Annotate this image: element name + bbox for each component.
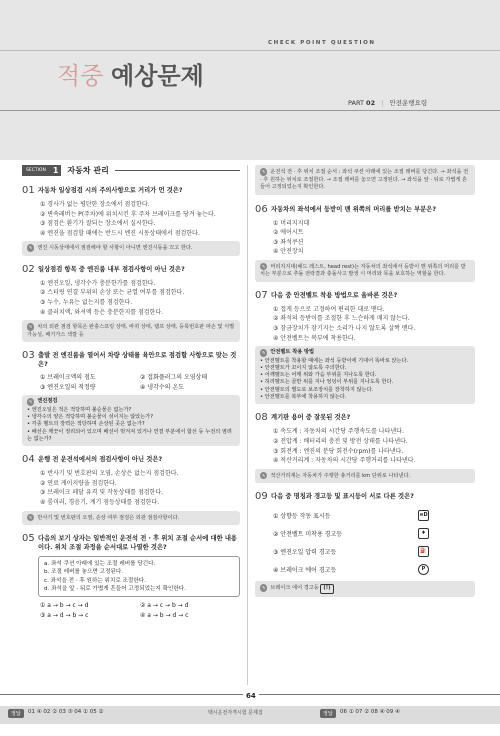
header-rule bbox=[0, 50, 500, 51]
list-item: • 냉각수의 양은 적당하며 불순물이 섞이지는 않았는가? bbox=[27, 414, 153, 421]
hint-icon: ✎ bbox=[262, 263, 266, 269]
option-label: ② 안전벨트 미착용 경고등 bbox=[273, 530, 343, 538]
list-item: • 안전벨트를 착용할 때에는 좌석 등받이에 기대어 똑바로 앉는다. bbox=[260, 357, 409, 364]
option[interactable]: ① 경사가 없는 평탄한 장소에서 점검한다. bbox=[40, 201, 150, 208]
hint-icon: ✎ bbox=[262, 585, 266, 591]
part-title: 안전운행요령 bbox=[389, 99, 428, 107]
hint-icon: ✎ bbox=[262, 350, 266, 356]
option[interactable]: ② 변속레버는 P(주차)에 위치시킨 후 주차 브레이크를 당겨 놓는다. bbox=[40, 210, 216, 218]
question-text: 일상점검 항목 중 엔진룸 내부 점검사항이 아닌 것은? bbox=[38, 265, 185, 273]
hint-icon: ✎ bbox=[262, 169, 266, 174]
hint-icon: ✎ bbox=[29, 514, 33, 520]
list-item: • 배선은 깨끗이 정리되어 있으며 배선이 벗겨져 있거나 연결 부분에서 합선 등 누전의 염려는 없는가? bbox=[27, 428, 232, 442]
part-rule bbox=[0, 110, 500, 111]
high-beam-icon: ≡D bbox=[418, 510, 429, 521]
option[interactable]: ② 전압계 : 배터리의 충전 및 방전 상태를 나타낸다. bbox=[273, 437, 408, 445]
explanation-note bbox=[255, 469, 475, 484]
answer-label: 정답 bbox=[320, 709, 336, 718]
option[interactable]: ② 접화플러그의 오염상태 bbox=[140, 374, 208, 382]
oil-pressure-icon: ⛽ bbox=[418, 546, 429, 557]
question-number: 07 bbox=[255, 289, 268, 301]
note-text: 차의 외관 점검 항목은 완충스프링 상태, 바퀴 상태, 램프 상태, 등록번호판 파손 및 식별 가능성, 배기가스 색깔 등 bbox=[27, 324, 235, 338]
explanation-note bbox=[22, 511, 240, 526]
explanation-note bbox=[255, 260, 475, 282]
option[interactable]: ④ a → b → d → c bbox=[140, 611, 189, 619]
option[interactable]: ① a → b → c → d bbox=[40, 601, 89, 609]
explanation-note bbox=[255, 165, 475, 195]
question-01 bbox=[22, 186, 240, 256]
option[interactable]: ④ 엔진을 점검할 때에는 반드시 엔진 시동상태에서 점검한다. bbox=[40, 229, 200, 237]
option[interactable]: ④ 룸미러, 경음기, 계기 점등상태를 점검한다. bbox=[40, 499, 160, 506]
footer-title: 택시운전자격시험 문제집 bbox=[208, 710, 263, 716]
question-number: 06 bbox=[255, 203, 268, 215]
option-sign[interactable] bbox=[255, 542, 475, 560]
answer-label: 정답 bbox=[8, 709, 24, 718]
option[interactable]: ④ 안전벨트는 복부에 착용한다. bbox=[273, 334, 356, 342]
part-number: 02 bbox=[366, 99, 376, 107]
note-text: 브레이크 에어 경고등 bbox=[270, 585, 319, 592]
option[interactable]: ② 연료 게이지량을 점검한다. bbox=[40, 479, 117, 487]
box-line: d. 좌석을 앞 · 뒤로 가볍게 흔들어 고정되었는지 확인한다. bbox=[44, 585, 186, 592]
section-title: 자동차 관리 bbox=[67, 166, 109, 175]
question-number: 02 bbox=[22, 263, 35, 275]
question-text: 자동차 일상점검 시의 주의사항으로 거리가 먼 것은? bbox=[38, 187, 183, 194]
part-label bbox=[348, 98, 427, 107]
option[interactable]: ② 좌석의 등받이를 조절한 후 느슨하게 매지 않는다. bbox=[273, 315, 410, 323]
question-07 bbox=[255, 291, 475, 404]
question-text: 계기판 용어 중 잘못된 것은? bbox=[271, 414, 351, 422]
title-accent: 적중 bbox=[57, 62, 104, 90]
option[interactable]: ③ 브레이크 페달 유격 및 작동상태를 점검한다. bbox=[40, 489, 164, 497]
option[interactable]: ③ 누수, 누유는 없는지를 점검한다. bbox=[40, 299, 133, 307]
hint-icon: ✎ bbox=[29, 324, 33, 330]
list-title: 엔진점검 bbox=[37, 398, 58, 405]
question-number: 01 bbox=[22, 185, 35, 196]
option[interactable]: ④ 클러치액, 와셔액 등은 충분한지를 점검한다. bbox=[40, 308, 164, 316]
right-column bbox=[255, 165, 475, 606]
section-number: 1 bbox=[50, 165, 62, 176]
question-05 bbox=[22, 534, 240, 620]
option-grid bbox=[22, 601, 240, 620]
list-item: • 허리벨트는 골반 위를 지나 엉덩이 부위를 지나도록 한다. bbox=[260, 379, 394, 386]
answer-key-right: 06 ① 07 ② 08 ④ 09 ④ bbox=[340, 709, 400, 715]
question-number: 05 bbox=[22, 533, 35, 545]
box-line: a. 좌석 쿠션 아래에 있는 조절 레버를 당긴다. bbox=[44, 561, 156, 568]
question-text: 다음 중 명칭과 경고등 및 표시등이 서로 다른 것은? bbox=[271, 493, 414, 501]
question-text: 자동차의 좌석에서 등받이 맨 위쪽의 머리를 받치는 부분은? bbox=[271, 205, 436, 213]
question-number: 09 bbox=[255, 491, 268, 503]
option[interactable]: ③ 점검은 환기가 잘되는 장소에서 실시한다. bbox=[40, 220, 156, 228]
list-item: • 안전벨트가 꼬이지 않도록 주의한다. bbox=[260, 364, 347, 371]
option[interactable]: ① 엔진오일, 냉각수가 충분한가를 점검한다. bbox=[40, 279, 156, 287]
option[interactable]: ③ 좌석쿠션 bbox=[273, 238, 304, 246]
list-item: • 어깨벨트는 어깨 위와 가슴 부위를 지나도록 한다. bbox=[260, 372, 377, 379]
option[interactable]: ② 에어시트 bbox=[273, 229, 304, 237]
hint-icon: ✎ bbox=[29, 245, 33, 251]
question-02 bbox=[22, 265, 240, 342]
list-item: • 엔진오일은 적은 적당하며 불순물은 없는가? bbox=[27, 406, 132, 413]
list-title: 안전벨트 착용 방법 bbox=[270, 349, 315, 356]
option[interactable]: ③ 엔진오일의 적정량 bbox=[40, 383, 96, 391]
left-column bbox=[22, 165, 240, 629]
hint-icon: ✎ bbox=[262, 472, 266, 478]
question-text: 다음의 보기 상자는 일반적인 운전석 전 · 후 위치 조절 순서에 대한 내용이다. 위치 조절 과정을 순서대로 나열한 것은? bbox=[38, 535, 238, 552]
option-label: ④ 브레이크 에어 경고등 bbox=[273, 566, 337, 574]
section-tag: SECTION bbox=[22, 165, 50, 176]
option-label: ① 상향등 작동 표시등 bbox=[273, 512, 331, 520]
option[interactable]: ④ 안전장치 bbox=[273, 248, 304, 256]
box-line: b. 조절 레버를 놓으면 고정된다. bbox=[44, 569, 124, 576]
explanation-list bbox=[22, 395, 240, 446]
option-sign[interactable] bbox=[255, 560, 475, 578]
option[interactable]: ② 스티링 연결 부위의 손상 또는 균열 여부를 점검한다. bbox=[40, 289, 185, 297]
option-label: ③ 엔진오일 압력 경고등 bbox=[273, 548, 337, 556]
box-line: c. 좌석을 전 · 후 원하는 위치로 조절한다. bbox=[44, 577, 146, 584]
parking-brake-icon: P bbox=[418, 564, 429, 575]
question-04 bbox=[22, 455, 240, 525]
list-item: • 안전벨트를 복부에 착용하지 않는다. bbox=[260, 394, 347, 401]
note-text: 반사기 및 번호판의 오염, 손상 여부 점검은 외관 점검사항이다. bbox=[37, 514, 180, 521]
page-title bbox=[57, 56, 204, 91]
option[interactable]: ③ 회전계 : 엔진의 분당 회전수(rpm)를 나타낸다. bbox=[273, 447, 404, 455]
option[interactable]: ① 속도계 : 자동차의 시간당 주행속도를 나타낸다. bbox=[273, 428, 404, 436]
explanation-list bbox=[255, 346, 475, 404]
example-box bbox=[38, 556, 240, 597]
option[interactable]: ③ 잠금장치가 잠기지는 소리가 나지 않도록 살짝 맨다. bbox=[273, 325, 416, 333]
option[interactable]: ① 반사기 및 번호판의 오염, 손상은 없는지 점검한다. bbox=[40, 470, 179, 478]
option[interactable]: ① 접게 등으로 고정하여 편리한 대로 맨다. bbox=[273, 305, 385, 313]
note-text: 엔진 시동상태에서 점검해야 할 사항이 아니면 엔진시동을 끄고 한다. bbox=[37, 245, 193, 252]
column-divider bbox=[247, 165, 248, 685]
page-number: 64 bbox=[243, 692, 259, 700]
question-number: 04 bbox=[22, 454, 35, 466]
list-item: • 각종 벨트의 장력은 적당하며 손상된 곳은 없는가? bbox=[27, 421, 145, 428]
note-text: 적산거리계는 자동차가 주행한 총거리를 km 단위로 나타낸다. bbox=[270, 472, 411, 479]
note-text: 머리지지대(헤드 레스트, head rest)는 자동차의 좌석에서 등받이 맨 위쪽의 머리를 받치는 부분으로 추돌 전락결과 충돌사고 발생 시 머리와 목을 보호하는 역할을 한다. bbox=[260, 263, 466, 278]
part-separator: | bbox=[381, 99, 384, 107]
option-sign[interactable] bbox=[255, 524, 475, 542]
option[interactable]: ④ 냉각수의 온도 bbox=[140, 383, 184, 391]
option[interactable]: ① 머리지지대 bbox=[273, 219, 310, 227]
seatbelt-warning-icon: ♦ bbox=[418, 528, 429, 539]
note-text: 운전석 전 · 후 위치 조절 순서 : 좌석 쿠션 아래에 있는 조절 레버를 당긴다. → 좌석을 전 · 후 원하는 위치로 조절한다. → 조절 레버를 놓으면 고정된다. → 좌석을 앞 · 뒤로 가볍게 흔들어 고정되었는지 확인한다. bbox=[260, 169, 469, 190]
section-rule bbox=[115, 170, 240, 171]
title-main: 예상문제 bbox=[111, 62, 204, 90]
explanation-note bbox=[22, 241, 240, 256]
part-text: PART bbox=[348, 99, 364, 107]
section-header bbox=[22, 165, 240, 176]
brake-warning-icon: (!) bbox=[320, 584, 333, 594]
option[interactable]: ① 브레이크액의 점도 bbox=[40, 374, 96, 382]
question-08 bbox=[255, 413, 475, 483]
question-number: 08 bbox=[255, 412, 268, 424]
question-text: 운행 전 운전석에서의 점검사항이 아닌 것은? bbox=[38, 456, 163, 464]
question-09 bbox=[255, 492, 475, 597]
option-grid bbox=[22, 373, 240, 392]
option[interactable]: ④ 적산거리계 : 자동차의 시간당 주행거리를 나타낸다. bbox=[273, 457, 416, 465]
hint-icon: ✎ bbox=[29, 399, 33, 405]
question-text: 다음 중 안전벨트 착용 방법으로 올바른 것은? bbox=[271, 291, 398, 299]
list-item: • 안전벨트의 별도로 보조장치를 장착하지 않는다. bbox=[260, 386, 374, 393]
check-point-label: CHECK POINT QUESTION bbox=[268, 40, 376, 46]
option[interactable]: ③ a → d → b → c bbox=[40, 611, 89, 619]
option-sign[interactable] bbox=[255, 506, 475, 524]
answer-key-left: 01 ④ 02 ② 03 ③ 04 ① 05 ② bbox=[28, 709, 104, 715]
question-number: 03 bbox=[22, 350, 35, 362]
question-text: 출발 전 엔진룸을 열어서 차량 상태를 육안으로 점검할 사항으로 맞는 것은? bbox=[38, 352, 237, 369]
question-06 bbox=[255, 205, 475, 282]
question-03 bbox=[22, 351, 240, 446]
option[interactable]: ② a → c → b → d bbox=[140, 601, 189, 609]
explanation-note bbox=[255, 581, 475, 597]
explanation-note bbox=[22, 320, 240, 342]
